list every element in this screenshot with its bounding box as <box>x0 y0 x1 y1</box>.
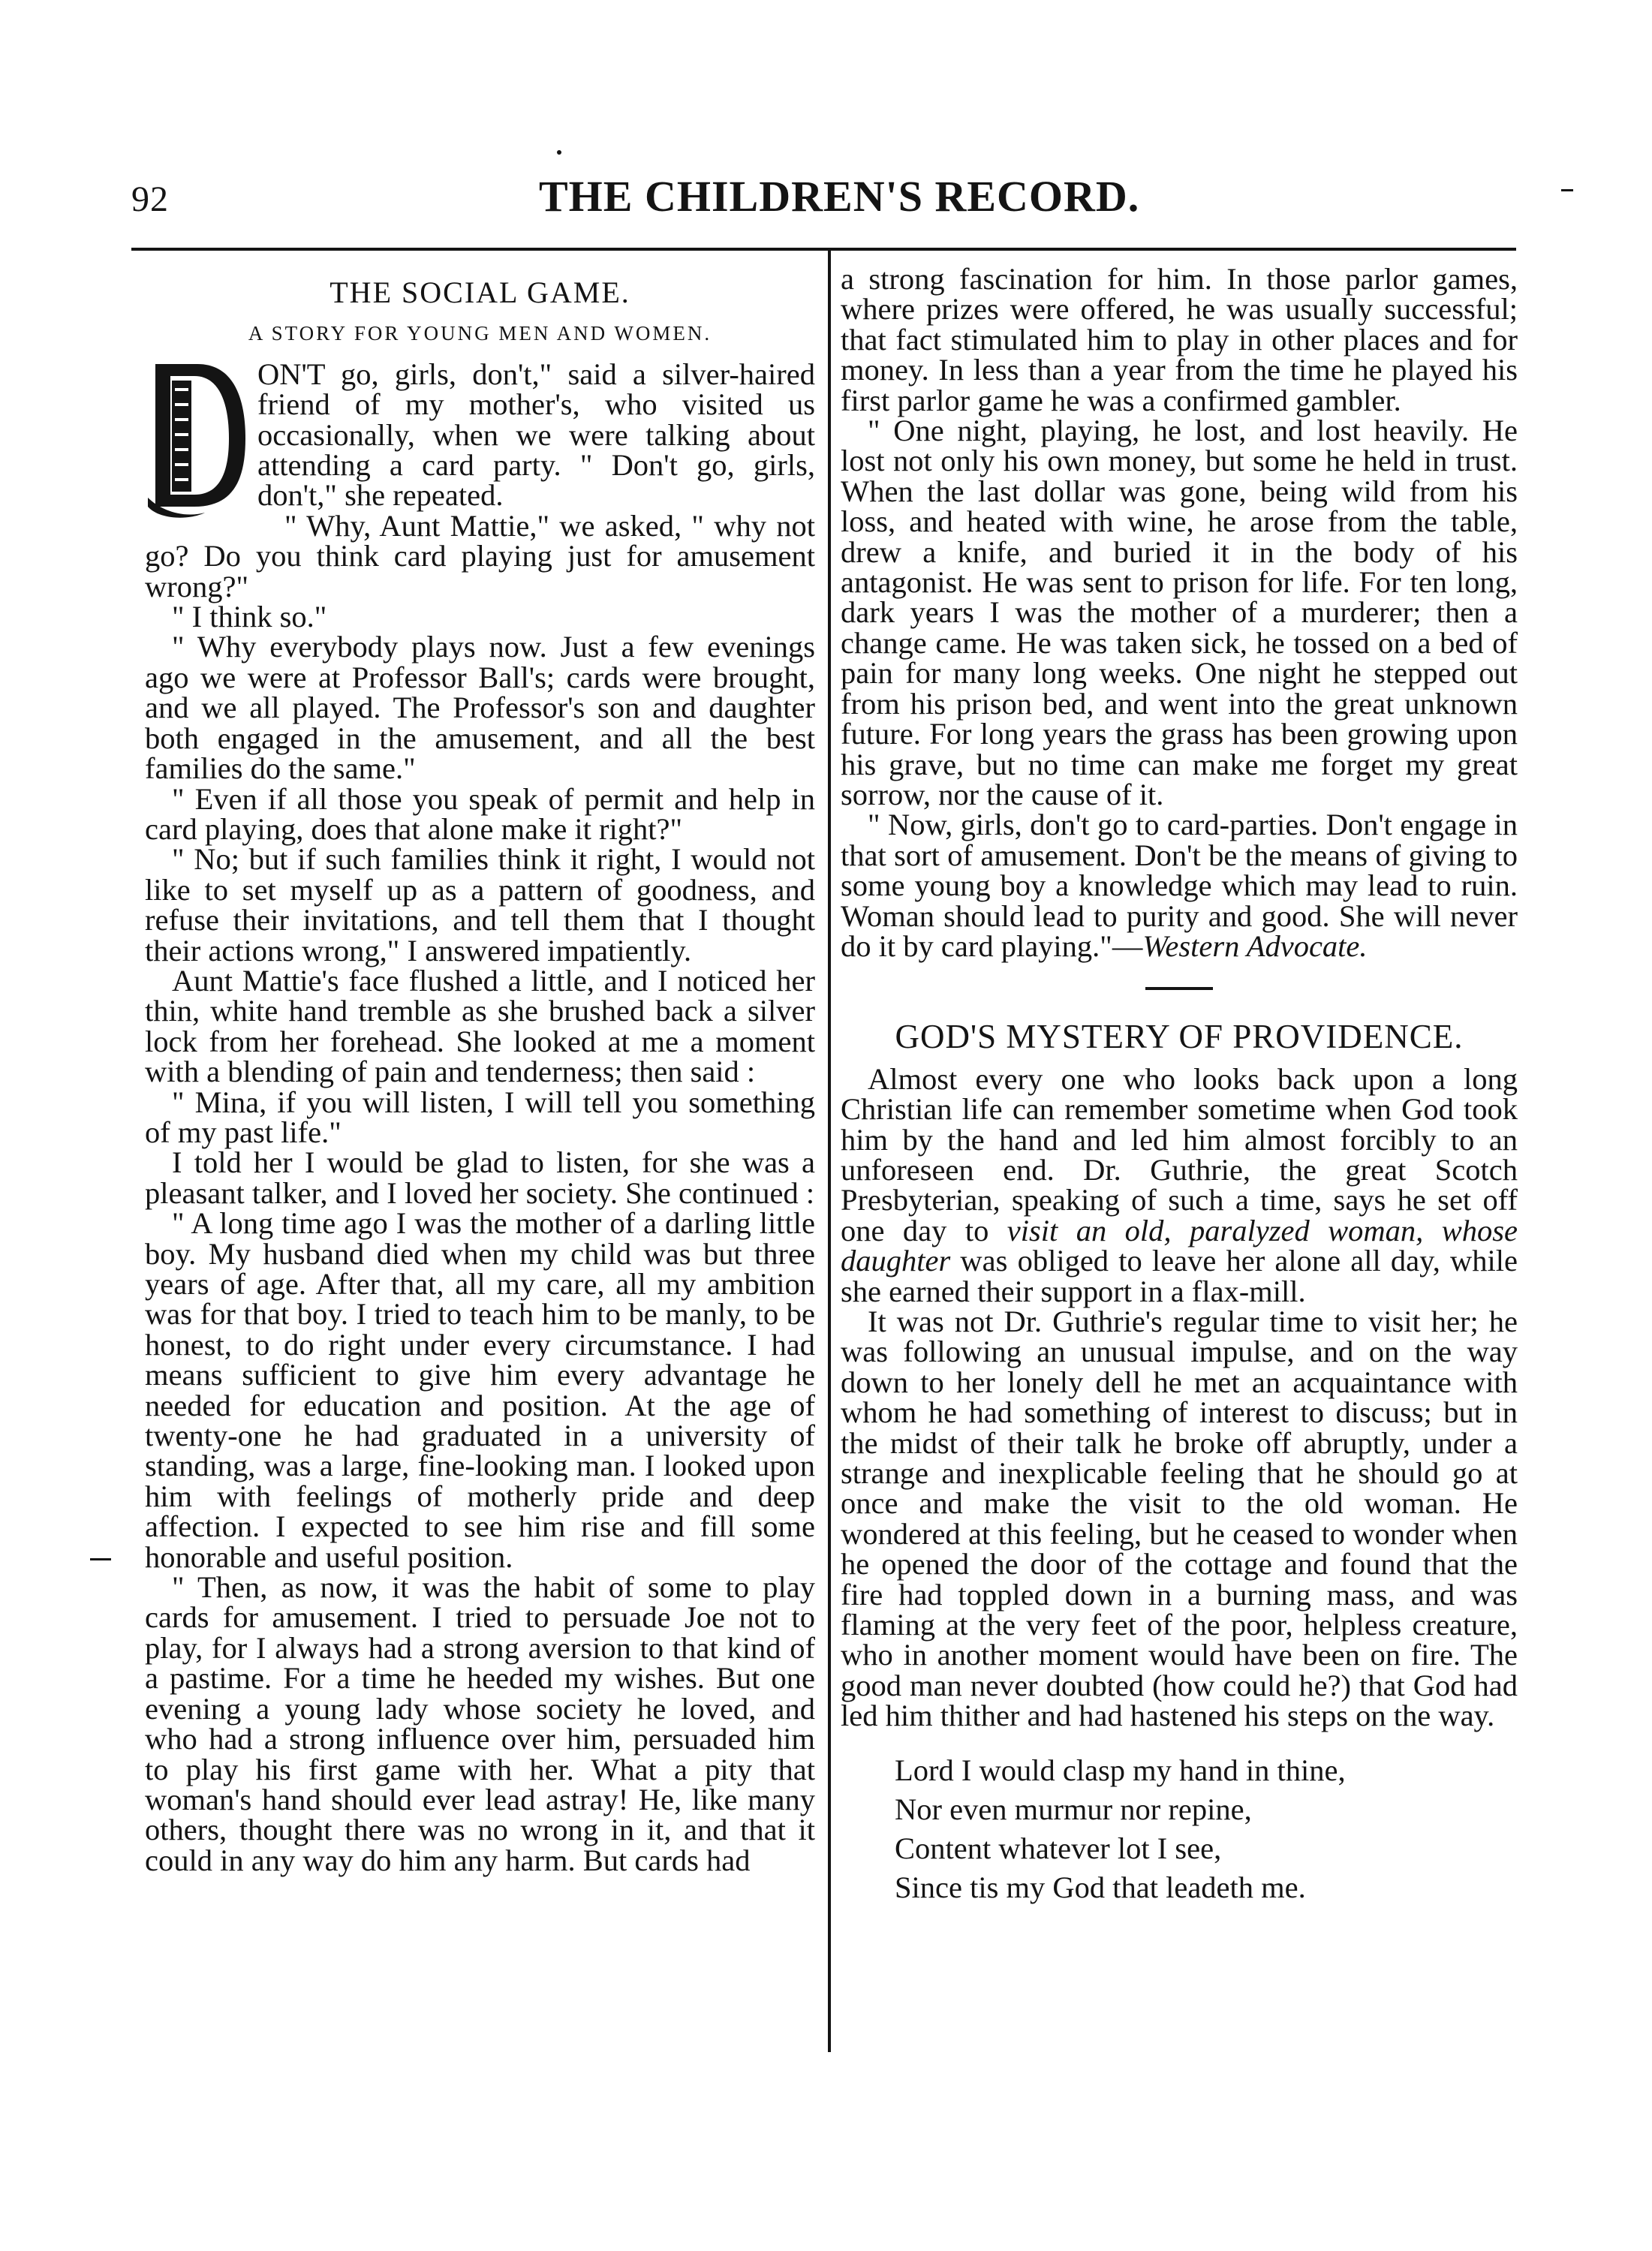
section-separator <box>1145 987 1213 990</box>
story-paragraph: a strong fascination for him. In those parlor games, where prizes were offered, he was usually successful; that fact stimulated him to play in other places and for money. In less than a year from the time he played his first parlor game he was a confirmed gambler. <box>841 262 1518 417</box>
story-paragraph: " I think so." <box>172 600 327 634</box>
poem-line: Content whatever lot I see, <box>895 1831 1222 1865</box>
story-paragraph: " A long time ago I was the mother of a darling little boy. My husband died when my child was but three years of age. After that, all my care, all my ambition was for that boy. I tried to teach him to be manly, to be honest, to do right under every circumstance. I had means sufficient to give him every advantage he needed for education and position. At the age of twenty-one he had graduated in a university of standing, was a large, fine-looking man. I looked upon him with feelings of motherly pride and deep affection. I expected to see him rise and fill some honorable and useful position. <box>145 1206 815 1574</box>
section-text: was obliged to leave her alone all day, while she earned their support in a flax-mill. <box>841 1244 1518 1308</box>
attribution: Western Advocate. <box>1142 928 1368 963</box>
section-paragraph: It was not Dr. Guthrie's regular time to visit her; he was following an unusual impulse, and on the way down to her lonely dell he met an acquaintance with whom he had something of interest to discuss; but in the midst of their talk he broke off abruptly, under a strange and inexplicable feeling that he should go at once and make the visit to the old woman. He wondered at this feeling, but he ceased to wonder when he opened the door of the cottage and found that the fire had toppled down in a burning mass, and was flaming at the very feet of the poor, helpless creature, who in another moment would have been on fire. The good man never doubted (how could he?) that God had led him thither and had hastened his steps on the way. <box>841 1305 1518 1733</box>
story-paragraph: " Then, as now, it was the habit of some to play cards for amusement. I tried to persuade Joe not to play, for I always had a strong aversion to that kind of a pastime. For a time he heeded my wishes. But one evening a young lady whose society he loved, and who had a strong influence over him, persuaded him to play his first game with her. What a pity that woman's hand should ever lead astray! He, like many others, thought there was no wrong in it, and that it could in any way do him any harm. But cards had <box>145 1570 815 1877</box>
story-paragraph: " One night, playing, he lost, and lost heavily. He lost not only his own money, but some he held in trust. When the last dollar was gone, being wild from his loss, and heated with wine, he arose from the table, drew a knife, and buried it in the body of his antagonist. He was sent to prison for life. For ten long, dark years I was the mother of a murderer; then a change came. He was taken sick, he tossed on a bed of pain for many long weeks. One night he stepped out from his prison bed, and went into the great unknown future. For long years the grass has been growing upon his grave, but no time can make me forget my great sorrow, nor the cause of it. <box>841 414 1518 811</box>
story-paragraph: " Why everybody plays now. Just a few evenings ago we were at Professor Ball's; cards were brought, and we all played. The Professor's son and daughter both engaged in the amusement, and all the best families do the same." <box>145 630 815 786</box>
header-rule <box>131 248 1516 251</box>
poem-line: Lord I would clasp my hand in thine, <box>895 1753 1346 1787</box>
story-paragraph: ON'T go, girls, don't," said a silver-haired friend of my mother's, who visited us occasionally, when we were talking about attending a card party. " Don't go, girls, don't," she repeated. <box>257 357 815 513</box>
left-column <box>145 264 815 1876</box>
section-title: GOD'S MYSTERY OF PROVIDENCE. <box>895 1018 1464 1056</box>
page-number: 92 <box>131 179 169 219</box>
story-closing-text: " Now, girls, don't go to card-parties. Don't engage in that sort of amusement. Don't be the means of giving to some young boy a knowledge which may lead to ruin. Woman should lead to purity and good. She will never do it by card playing."— <box>841 808 1518 963</box>
print-mark <box>90 1558 111 1560</box>
story-paragraph: I told her I would be glad to listen, for she was a pleasant talker, and I loved her society. She continued : <box>145 1145 815 1210</box>
column-divider <box>828 251 831 2052</box>
story-paragraph: " Mina, if you will listen, I will tell you something of my past life." <box>145 1085 815 1149</box>
dropcap-d-ornament <box>145 360 250 521</box>
poem-line: Since tis my God that leadeth me. <box>895 1870 1306 1904</box>
dropcap-d-icon <box>145 360 250 521</box>
story-title: THE SOCIAL GAME. <box>329 275 630 309</box>
poem-line: Nor even murmur nor repine, <box>895 1792 1252 1826</box>
story-paragraph: Aunt Mattie's face flushed a little, and I noticed her thin, white hand tremble as she brushed back a silver lock from her forehead. She looked at me a moment with a blending of pain and tenderness; then said : <box>145 963 815 1089</box>
print-mark <box>1561 189 1573 191</box>
section-italic-text: visit an old, paralyzed woman, whose daughter <box>841 1213 1518 1278</box>
story-paragraph: " Even if all those you speak of permit and help in card playing, does that alone make it right?" <box>145 781 815 846</box>
page-title: THE CHILDREN'S RECORD. <box>539 172 1140 221</box>
story-paragraph: " Why, Aunt Mattie," we asked, " why not go? Do you think card playing just for amusement wrong?" <box>145 508 815 603</box>
story-paragraph: " No; but if such families think it right, I would not like to set myself up as a pattern of goodness, and refuse their invitations, and tell them that I thought their actions wrong," I answered impatiently. <box>145 842 815 968</box>
print-speck <box>557 150 561 155</box>
story-subtitle: A STORY FOR YOUNG MEN AND WOMEN. <box>248 322 712 345</box>
poem <box>841 1751 1518 1907</box>
section-paragraph <box>841 1061 1518 1308</box>
right-column <box>841 264 1518 1907</box>
section-text: Almost every one who looks back upon a long Christian life can remember sometime when God took him by the hand and led him almost forcibly to an unforeseen end. Dr. Guthrie, the great Scotch Presbyterian, speaking of such a time, says he set off one day to <box>841 1061 1518 1247</box>
story-paragraph <box>841 810 1518 961</box>
